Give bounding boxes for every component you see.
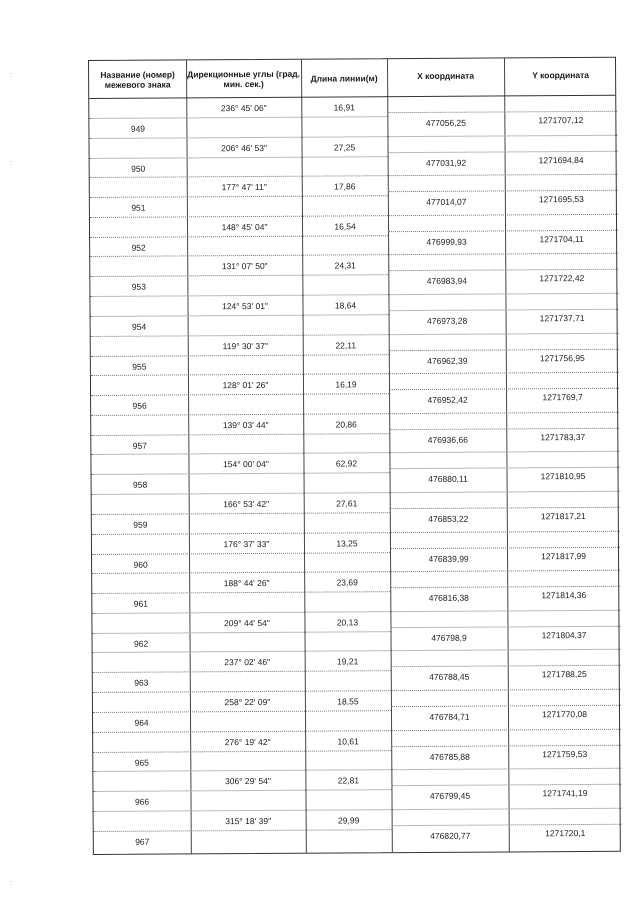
length-cell: 23,69 [336,577,358,588]
row-divider [92,591,390,594]
angle-cell: 166° 53' 42" [223,498,270,510]
y-cell: 1271817,21 [540,510,586,522]
length-cell: 27,61 [336,498,358,509]
y-cell: 1271810,95 [540,471,586,482]
angle-cell: 124° 53' 01" [222,300,268,312]
x-cell: 476820,77 [430,830,471,841]
row-divider [391,784,621,786]
x-cell: 476785,88 [429,751,470,762]
margin-mark: : [10,880,12,887]
row-divider [90,253,618,257]
y-cell: 1271756,95 [539,352,585,363]
x-cell: 476853,22 [428,513,469,524]
angle-cell: 131° 07' 50" [221,261,268,272]
row-divider [392,824,622,826]
x-cell: 476880,11 [428,474,468,485]
y-cell: 1271704,11 [539,233,584,245]
column-divider [301,60,307,853]
angle-cell: 209° 44' 54" [223,617,270,628]
angle-cell: 177° 47' 11" [221,182,267,193]
row-divider [91,314,389,317]
length-cell: 17,86 [334,181,356,192]
row-divider [389,388,619,390]
angle-cell: 176° 37' 33" [223,538,270,549]
y-cell: 1271694,84 [538,154,584,165]
mark-cell: 960 [133,559,148,570]
row-divider [93,710,391,713]
length-cell: 18,64 [334,300,357,311]
row-divider [92,491,620,495]
row-divider [91,433,389,436]
angle-cell: 139° 03' 44" [222,419,269,430]
row-divider [92,552,390,555]
header-x: X координата [417,70,475,81]
row-divider [388,269,618,271]
row-divider [388,190,618,192]
row-divider [93,671,391,674]
row-divider [390,507,620,509]
angle-cell: 237° 02' 46" [224,657,271,668]
length-cell: 24,31 [334,260,356,271]
y-cell: 1271804,37 [541,629,587,641]
y-cell: 1271759,53 [542,748,588,759]
mark-cell: 952 [131,242,146,253]
y-cell: 1271695,53 [538,194,584,205]
header-angle: Дирекционные углы (град. мин. сек.) [187,68,301,90]
length-cell: 22,11 [335,339,357,351]
row-divider [391,744,621,746]
length-cell: 29,99 [337,815,360,826]
mark-cell: 966 [134,796,150,807]
column-divider [186,60,192,853]
mark-cell: 951 [131,202,146,213]
mark-cell: 954 [132,321,147,332]
row-divider [91,412,619,416]
y-cell: 1271814,36 [541,590,587,601]
margin-mark: : [10,160,12,167]
row-divider [388,230,618,232]
row-divider [90,235,388,238]
y-cell: 1271817,99 [541,550,587,561]
x-cell: 476784,71 [429,711,470,722]
y-cell: 1271722,42 [539,273,585,284]
row-divider [91,393,389,396]
row-divider [390,626,620,628]
mark-cell: 962 [133,638,149,649]
row-divider [92,512,390,515]
row-divider [391,705,621,707]
length-cell: 13,25 [336,537,358,549]
length-cell: 62,92 [335,458,358,469]
x-cell: 476798,9 [431,632,467,643]
row-divider [91,451,619,455]
boundary-table [88,57,621,855]
x-cell: 476936,66 [427,434,468,445]
margin-mark: : [10,72,12,79]
row-divider [387,111,617,113]
row-divider [92,631,390,634]
length-cell: 22,81 [337,775,360,786]
row-divider [390,586,620,588]
x-cell: 477014,07 [426,196,467,208]
row-divider [93,768,621,772]
x-cell: 476799,45 [429,790,471,802]
row-divider [390,546,620,548]
row-divider [90,293,618,297]
header-divider [89,95,615,99]
length-cell: 16,91 [333,102,355,113]
row-divider [94,808,622,812]
mark-cell: 961 [133,598,148,609]
x-cell: 476952,42 [427,394,468,406]
mark-cell: 965 [134,757,149,768]
mark-cell: 955 [132,361,147,372]
row-divider [93,689,621,693]
row-divider [89,116,387,119]
angle-cell: 154° 00' 04" [223,459,269,470]
row-divider [92,530,620,534]
row-divider [389,309,619,311]
x-cell: 477056,25 [425,117,467,128]
mark-cell: 949 [130,123,146,134]
mark-cell: 953 [131,282,147,293]
x-cell: 476788,45 [429,672,470,683]
x-cell: 476839,99 [428,553,469,564]
column-divider [387,59,393,852]
mark-cell: 957 [132,440,147,451]
row-divider [91,332,619,336]
row-divider [93,789,391,792]
mark-cell: 964 [134,717,149,728]
row-divider [390,467,620,469]
x-cell: 476999,93 [426,236,467,247]
y-cell: 1271788,25 [541,669,587,680]
length-cell: 27,25 [333,141,356,153]
header-name: Название (номер) межевого знака [100,69,175,90]
mark-cell: 959 [133,519,148,530]
row-divider [90,195,388,198]
header-y: Y координата [532,69,590,81]
row-divider [90,174,618,178]
length-cell: 10,61 [337,735,359,747]
length-cell: 20,86 [335,419,357,430]
y-cell: 1271720,1 [545,827,586,839]
angle-cell: 315° 18' 39" [225,815,272,826]
row-divider [389,428,619,430]
row-divider [93,728,621,732]
row-divider [388,150,618,152]
angle-cell: 119° 30' 37" [222,340,268,351]
row-divider [90,214,618,218]
angle-cell: 276° 19' 42" [224,736,271,747]
y-cell: 1271769,7 [542,392,583,403]
row-divider [93,649,621,653]
column-divider [504,58,510,851]
row-divider [91,372,619,376]
x-cell: 476973,28 [426,315,468,326]
row-divider [94,829,392,832]
mark-cell: 958 [132,480,148,491]
y-cell: 1271737,71 [539,312,585,324]
angle-cell: 188° 44' 26" [223,578,270,589]
x-cell: 476816,38 [428,592,469,604]
mark-cell: 950 [131,163,146,174]
mark-cell: 967 [135,836,150,847]
row-divider [92,570,620,574]
x-cell: 477031,92 [426,157,467,168]
row-divider [91,354,389,357]
angle-cell: 306° 29' 54" [224,776,271,787]
length-cell: 20,13 [336,617,359,628]
row-divider [389,348,619,350]
y-cell: 1271783,37 [540,431,586,443]
y-cell: 1271741,19 [542,788,588,799]
header-length: Длина линии(м) [310,73,378,84]
x-cell: 476962,39 [427,355,468,366]
row-divider [90,156,388,159]
row-divider [89,134,617,138]
row-divider [92,610,620,614]
angle-cell: 258° 22' 09" [224,696,271,708]
row-divider [93,750,391,753]
length-cell: 18,55 [337,696,359,707]
row-divider [391,665,621,667]
y-cell: 1271707,12 [538,114,584,126]
mark-cell: 956 [132,400,147,411]
angle-cell: 236° 45' 06" [220,102,267,114]
angle-cell: 128° 01' 26" [222,380,269,391]
length-cell: 19,21 [337,656,359,667]
row-divider [90,275,388,278]
x-cell: 476983,94 [426,276,467,287]
row-divider [92,473,390,476]
length-cell: 16,54 [334,221,356,232]
length-cell: 16,19 [335,379,357,390]
mark-cell: 963 [134,678,149,689]
angle-cell: 206° 46' 53" [221,142,267,153]
y-cell: 1271770,08 [542,708,587,720]
angle-cell: 148° 45' 04" [221,221,268,232]
